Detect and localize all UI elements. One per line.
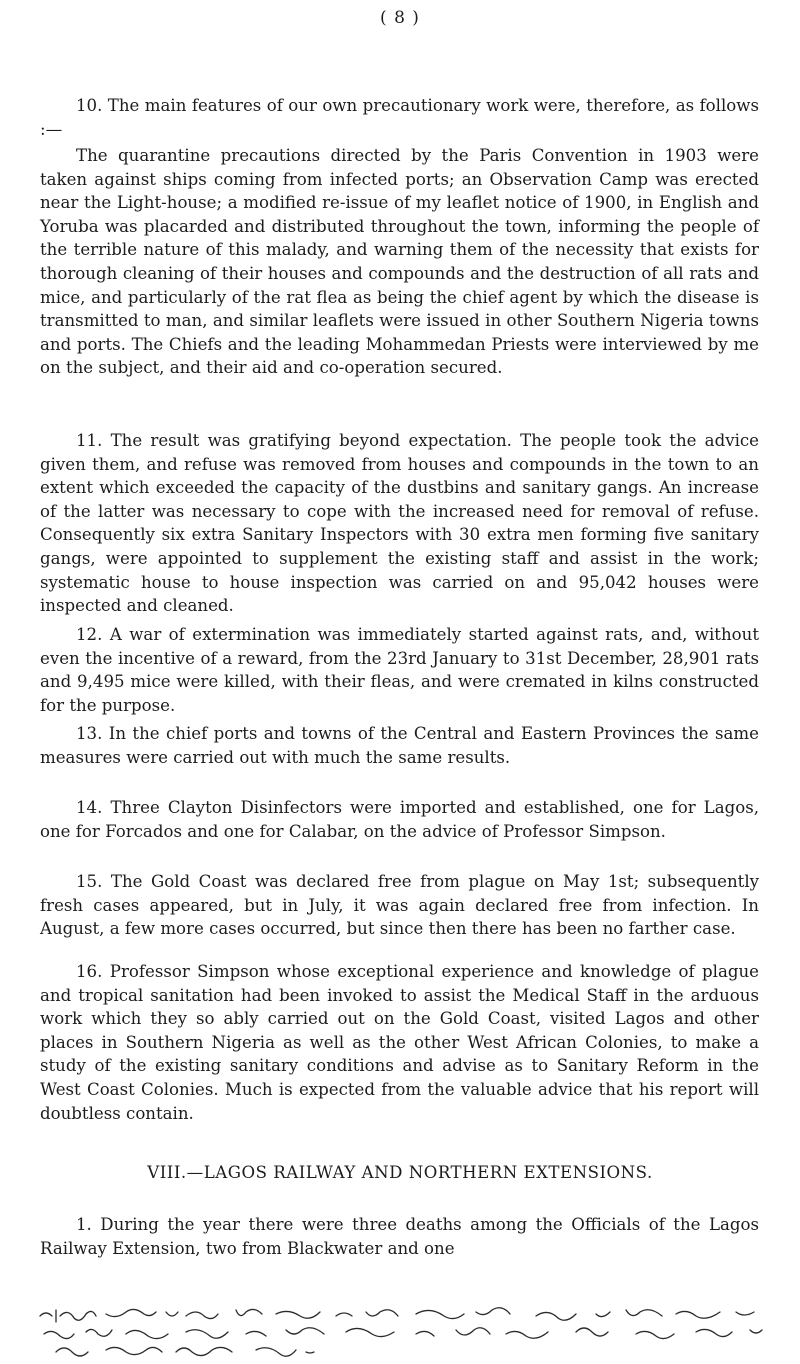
- paragraph-10-intro: 10. The main features of our own precautionary work were, therefore, as follows :—: [40, 96, 759, 139]
- page-number: ( 8 ): [380, 8, 420, 28]
- paragraph-11: 11. The result was gratifying beyond expectation. The people took the advice given them, and refuse was removed from houses and compounds in the town to an extent which exceeded the capacity of the dustbins and sanitary gangs. An increase of the latter was necessary to cope with the increased need for removal of refuse. Consequently six extra Sanitary Inspectors with 30 extra men forming five sanitary gangs, were appointed to supplement the existing staff and assist in the work; systematic house to house inspection was carried on and 95,042 houses were inspected and cleaned.: [40, 431, 759, 616]
- paragraph-13: 13. In the chief ports and towns of the Central and Eastern Provinces the same measures were carried out with much the same results.: [40, 724, 759, 767]
- section-heading: VIII.—LAGOS RAILWAY AND NORTHERN EXTENSIONS.: [147, 1163, 653, 1182]
- paragraph-10-body: The quarantine precautions directed by the Paris Convention in 1903 were taken against ships coming from infected ports; an Observation Camp was erected near the Light-house; a modified re-issue of my leaflet notice of 1900, in English and Yoruba was placarded and distributed throughout the town, informing the people of the terrible nature of this malady, and warning them of the necessity that exists for thorough cleaning of their houses and compounds and the destruction of all rats and mice, and particularly of the rat flea as being the chief agent by which the disease is transmitted to man, and similar leaflets were issued in other Southern Nigeria towns and ports. The Chiefs and the leading Mohammedan Priests were interviewed by me on the subject, and their aid and co-operation secured.: [40, 146, 759, 378]
- paragraph-16: 16. Professor Simpson whose exceptional experience and knowledge of plague and tropical sanitation had been invoked to assist the Medical Staff in the arduous work which they so ably carried out on the Gold Coast, visited Lagos and other places in Southern Nigeria as well as the other West African Colonies, to make a study of the existing sanitary conditions and advise as to Sanitary Reform in the West Coast Colonies. Much is expected from the valuable advice that his report will doubtless contain.: [40, 962, 759, 1123]
- paragraph-14: 14. Three Clayton Disinfectors were imported and established, one for Lagos, one for Forcados and one for Calabar, on the advice of Professor Simpson.: [40, 798, 759, 841]
- section-paragraph-1: 1. During the year there were three deaths among the Officials of the Lagos Railway Extension, two from Blackwater and one: [40, 1215, 759, 1258]
- paragraph-15: 15. The Gold Coast was declared free from plague on May 1st; subsequently fresh cases appeared, but in July, it was again declared free from infection. In August, a few more cases occurred, but since then there has been no farther case.: [40, 872, 759, 939]
- paragraph-12: 12. A war of extermination was immediately started against rats, and, without even the incentive of a reward, from the 23rd January to 31st December, 28,901 rats and 9,495 mice were killed, with their fleas, and were cremated in kilns constructed for the purpose.: [40, 625, 759, 715]
